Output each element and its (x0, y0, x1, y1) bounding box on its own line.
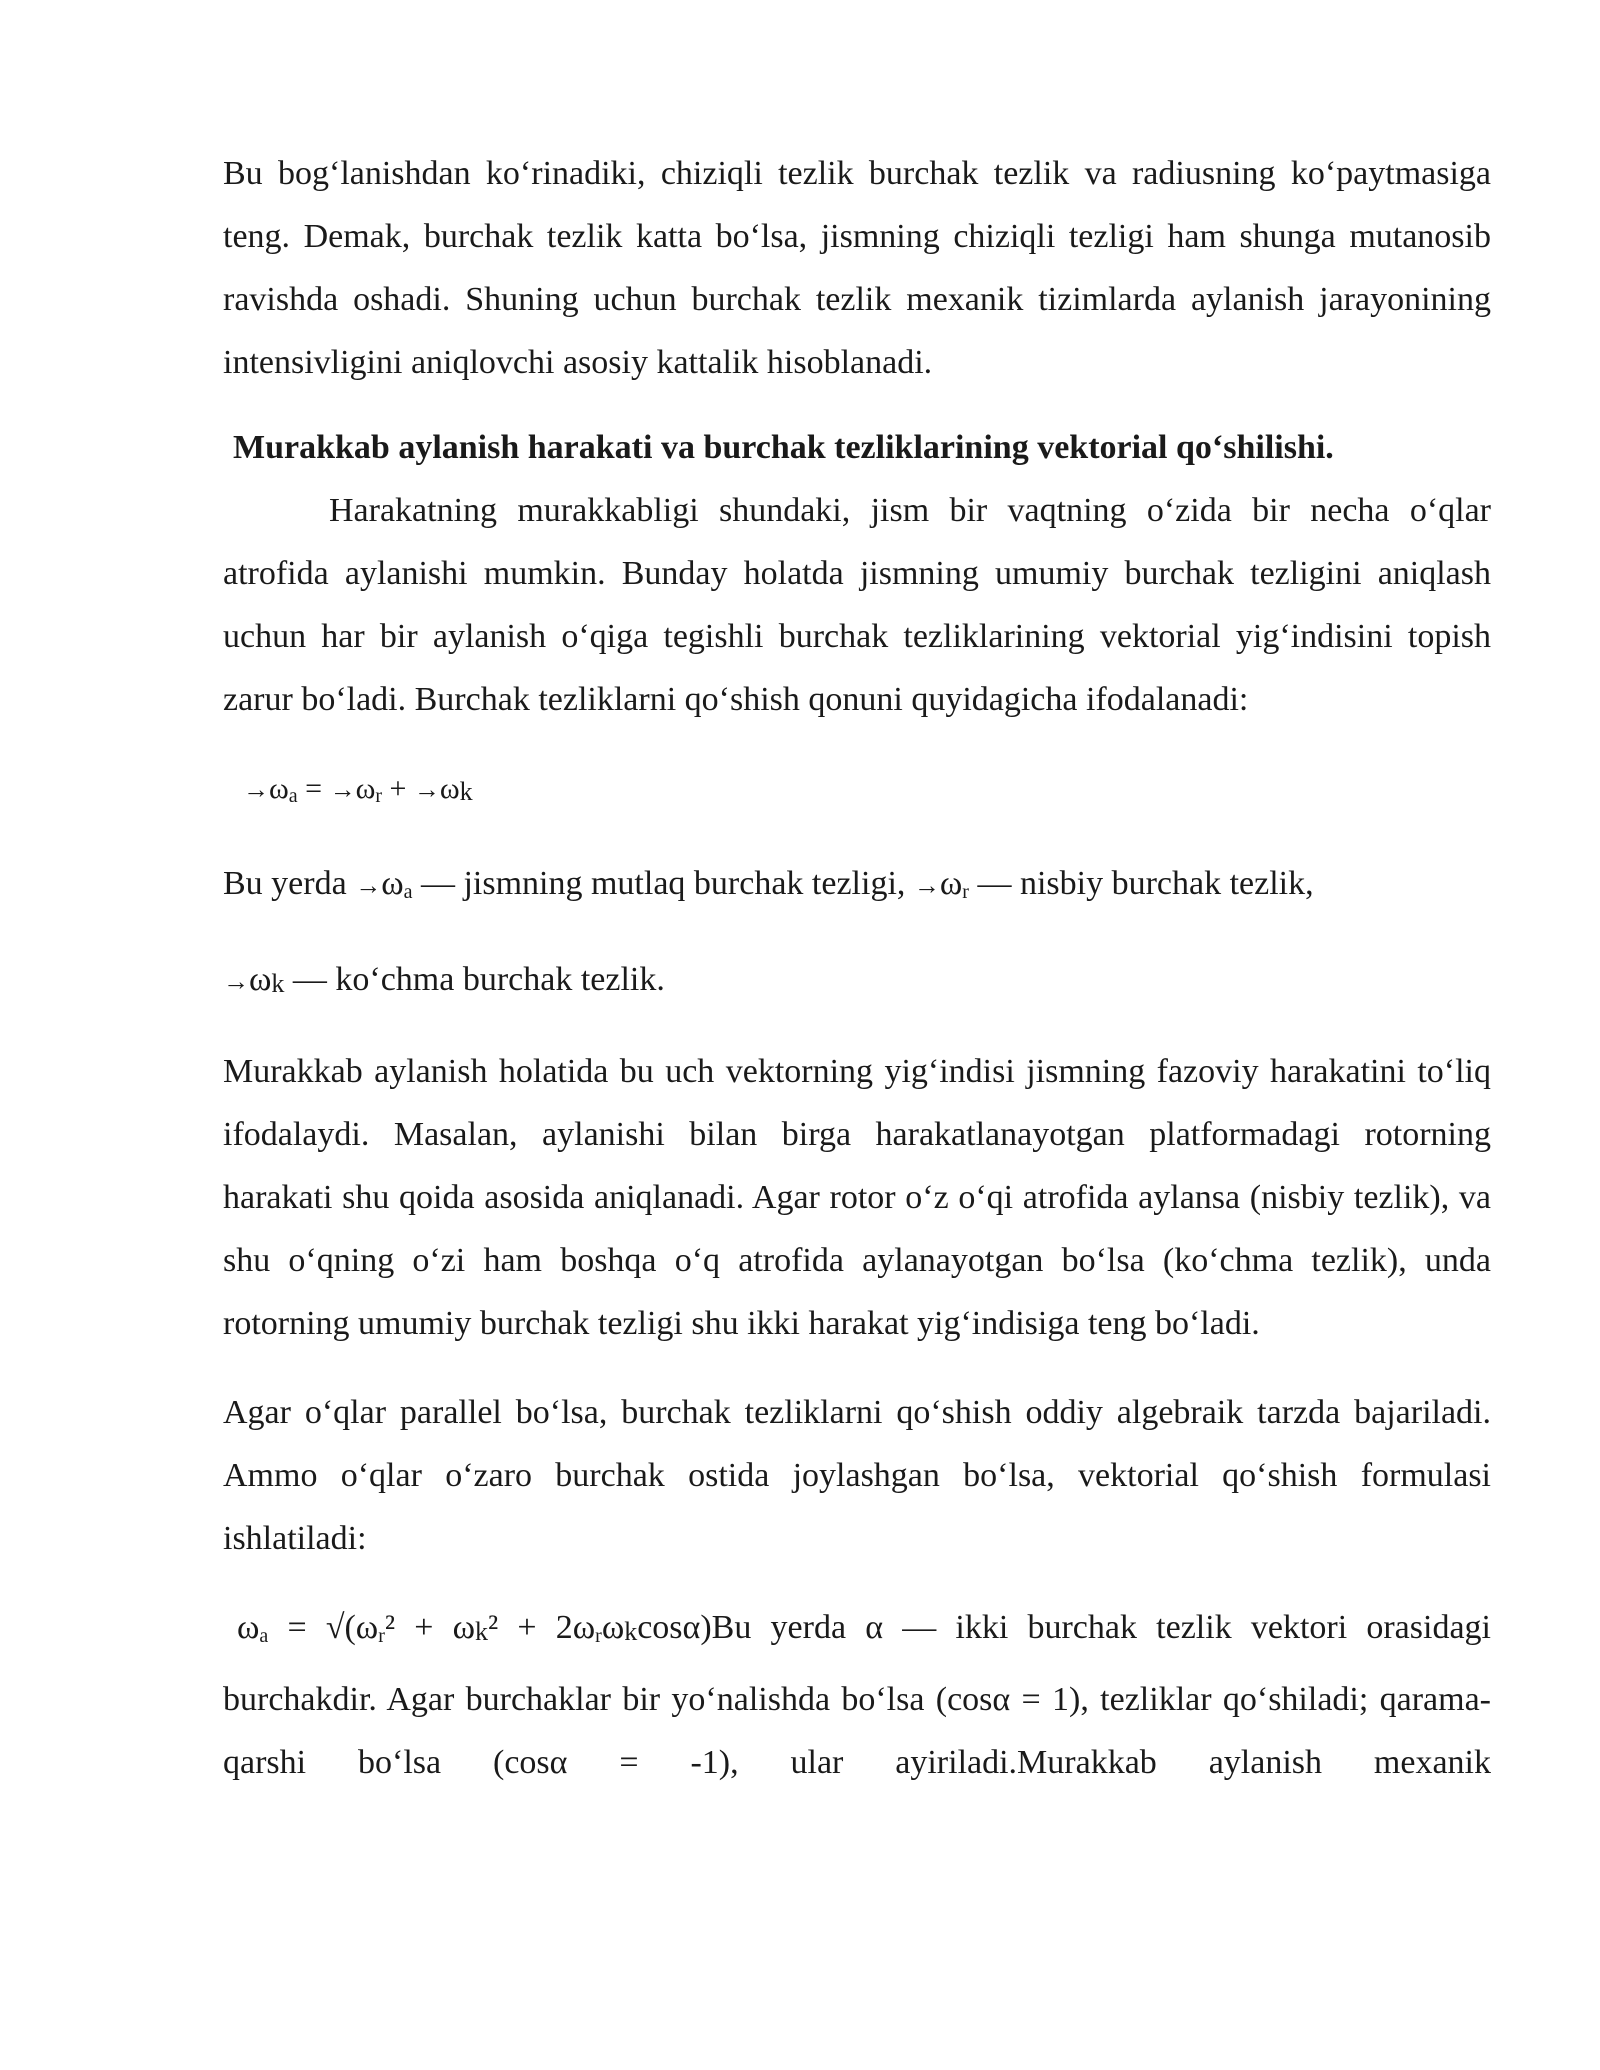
document-page (223, 142, 1491, 1794)
formula-vector-sum: $\to\omega_a = \to\omega_r + \to\omega k$ (243, 772, 473, 807)
section-heading: Murakkab aylanish harakati va burchak tezliklarining vektorial qo‘shilishi. (233, 429, 1334, 466)
definition-line-1: Bu yerda $\to\omega_a$ — jismning mutlaq burchak tezligi, $\to\omega_r$ — nisbiy burchak tezlik, (223, 865, 1314, 903)
paragraph-4: Agar o‘qlar parallel bo‘lsa, burchak tezliklarni qo‘shish oddiy algebraik tarzda bajariladi. Ammo o‘qlar o‘zaro burchak ostida joylashgan bo‘lsa, vektorial qo‘shish formulasi ishlatiladi: (223, 1394, 1491, 1557)
formula-magnitude: $\omega_a = √(\omega_r^2 + \omega k^2 + 2\omega_r\omega kcos\alpha)$ (237, 1609, 712, 1647)
paragraph-1: Bu bog‘lanishdan ko‘rinadiki, chiziqli tezlik burchak tezlik va radiusning ko‘paytmasiga teng. Demak, burchak tezlik katta bo‘lsa, jismning chiziqli tezligi ham shunga mutanosib ravishda oshadi. Shuning uchun burchak tezlik mexanik tizimlarda aylanish jarayonining intensivligini aniqlovchi asosiy kattalik hisoblanadi. (223, 155, 1491, 381)
paragraph-2: Harakatning murakkabligi shundaki, jism bir vaqtning o‘zida bir necha o‘qlar atrofida aylanishi mumkin. Bunday holatda jismning umumiy burchak tezligini aniqlash uchun har bir aylanish o‘qiga tegishli burchak tezliklarining vektorial yig‘indisini topish zarur bo‘ladi. Burchak tezliklarni qo‘shish qonuni quyidagicha ifodalanadi: (223, 492, 1491, 718)
definition-line-2: →ωk — ko‘chma burchak tezlik. (223, 961, 665, 998)
paragraph-5: $\omega_a = √(\omega_r^2 + \omega k^2 + 2\omega_r\omega kcos\alpha)Bu$ yerda α — ikki burchak tezlik vektori orasidagi burchakdir. Agar burchaklar bir yo‘nalishda bo‘lsa (cosα = 1), tezliklar qo‘shiladi; qarama-qarshi bo‘lsa (cosα = -1), ular ayiriladi.Murakkab aylanish mexanik (223, 1609, 1491, 1781)
paragraph-3: Murakkab aylanish holatida bu uch vektorning yig‘indisi jismning fazoviy harakatini to‘liq ifodalaydi. Masalan, aylanishi bilan birga harakatlanayotgan platformadagi rotorning harakati shu qoida asosida aniqlanadi. Agar rotor o‘z o‘qi atrofida aylansa (nisbiy tezlik), va shu o‘qning o‘zi ham boshqa o‘q atrofida aylanayotgan bo‘lsa (ko‘chma tezlik), unda rotorning umumiy burchak tezligi shu ikki harakat yig‘indisiga teng bo‘ladi. (223, 1053, 1491, 1342)
